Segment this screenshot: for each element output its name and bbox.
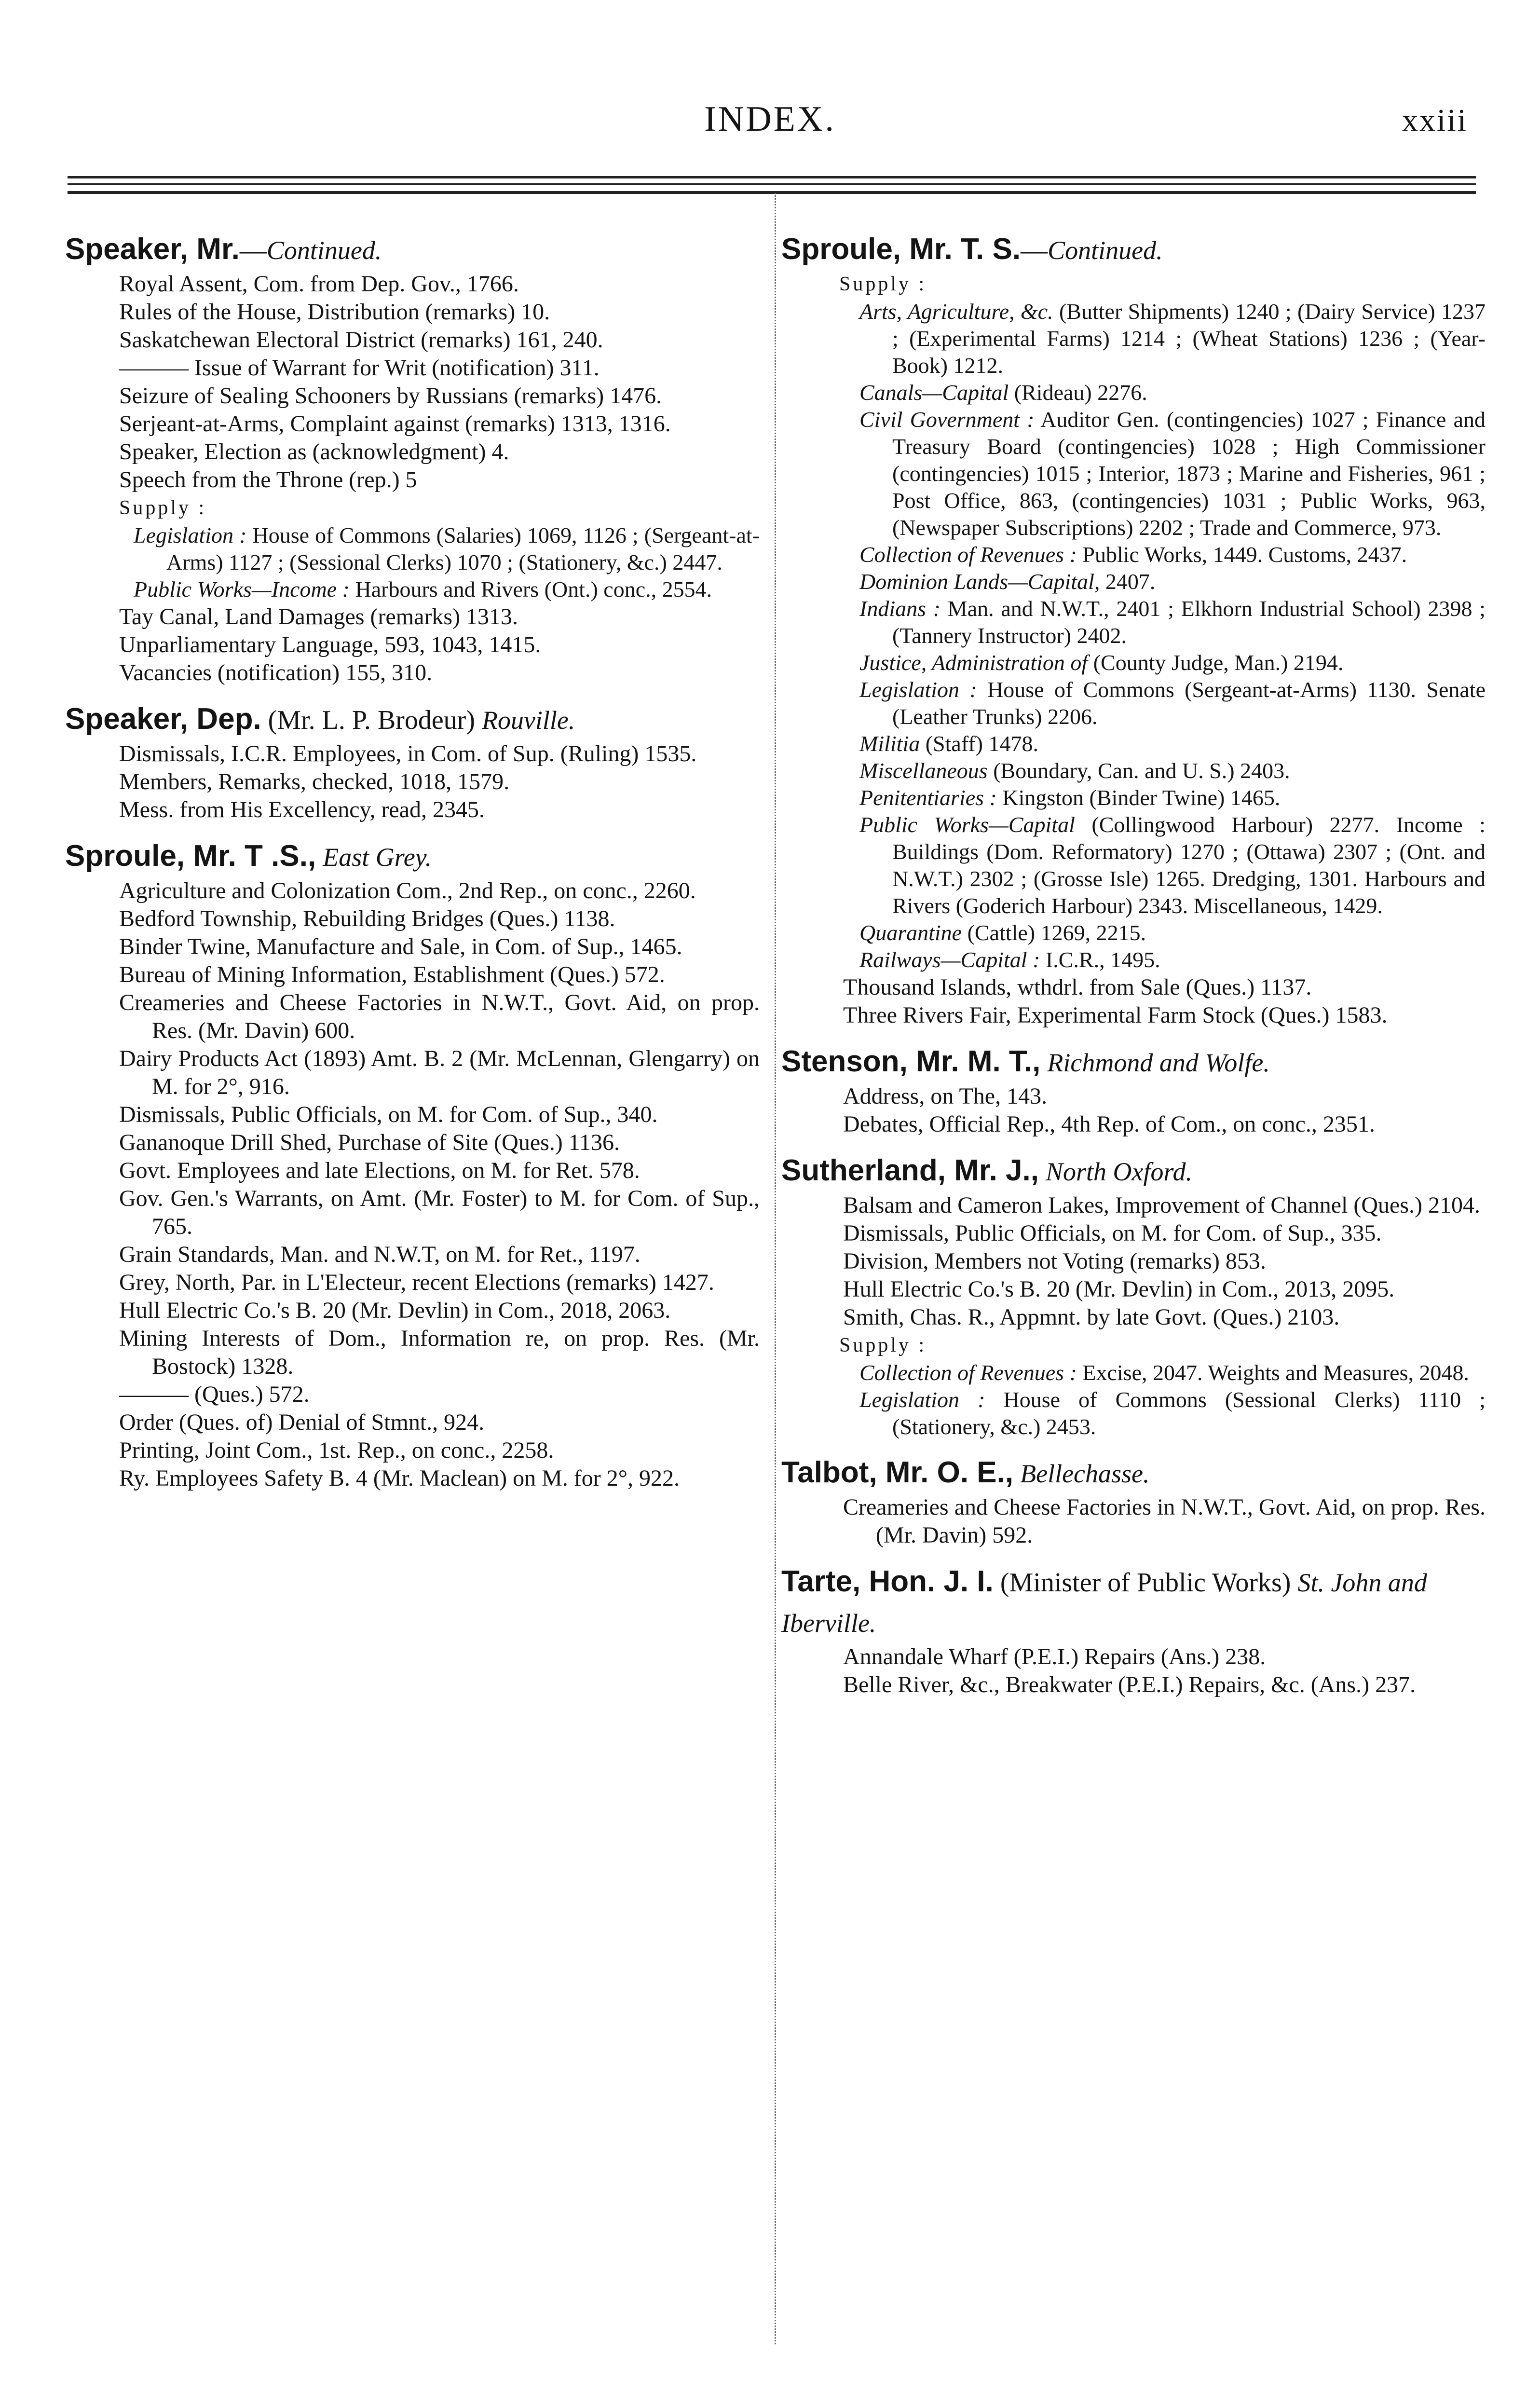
index-item: Dismissals, Public Officials, on M. for Com. of Sup., 335.	[843, 1220, 1382, 1246]
entry-heading	[781, 1562, 1485, 1643]
supply-category: Canals—Capital	[859, 380, 1009, 405]
index-item: Three Rivers Fair, Experimental Farm Stock (Ques.) 1583.	[843, 1002, 1388, 1028]
supply-category: Legislation :	[134, 523, 247, 547]
supply-item	[65, 576, 760, 603]
entry-detail: —	[1021, 235, 1048, 265]
supply-refs: (Rideau) 2276.	[1008, 380, 1147, 405]
entry-constituency: East Grey.	[323, 843, 432, 872]
entry-heading	[65, 836, 760, 877]
supply-category: Collection of Revenues :	[859, 1360, 1077, 1385]
index-item: Division, Members not Voting (remarks) 853.	[843, 1248, 1266, 1274]
index-item: Creameries and Cheese Factories in N.W.T., Govt. Aid, on prop. Res. (Mr. Davin) 600.	[119, 990, 760, 1043]
entry-constituency: Continued.	[1048, 236, 1163, 265]
supply-refs: I.C.R., 1495.	[1040, 947, 1160, 972]
index-item: Balsam and Cameron Lakes, Improvement of Channel (Ques.) 2104.	[843, 1192, 1480, 1218]
index-item: Dismissals, I.C.R. Employees, in Com. of Sup. (Ruling) 1535.	[119, 741, 697, 766]
supply-item	[781, 379, 1485, 406]
entry-name: Sutherland, Mr. J.,	[781, 1154, 1039, 1187]
header-rule	[68, 183, 1476, 185]
supply-refs: House of Commons (Sessional Clerks) 1110 ; (Stationery, &c.) 2453.	[892, 1387, 1485, 1439]
entry-detail: —	[239, 235, 267, 265]
column-divider	[775, 193, 776, 2344]
supply-item	[781, 1386, 1485, 1440]
entry-heading	[781, 1151, 1485, 1191]
index-item: Debates, Official Rep., 4th Rep. of Com., on conc., 2351.	[843, 1111, 1375, 1137]
index-item: Agriculture and Colonization Com., 2nd Rep., on conc., 2260.	[119, 878, 696, 903]
index-item: Dairy Products Act (1893) Amt. B. 2 (Mr. McLennan, Glengarry) on M. for 2°, 916.	[119, 1046, 760, 1099]
running-title: INDEX.	[704, 99, 836, 139]
supply-item	[781, 946, 1485, 973]
supply-refs: (County Judge, Man.) 2194.	[1088, 650, 1344, 675]
index-item: Mess. from His Excellency, read, 2345.	[119, 797, 485, 822]
entry-name: Sproule, Mr. T .S.,	[65, 839, 316, 873]
supply-refs: (Collingwood Harbour) 2277. Income : Buildings (Dom. Reformatory) 1270 ; (Ottawa) 2307 ; (Ont. and N.W.T.) 2302 ; (Grosse Isle) 1265. Dredging, 1301. Harbours and Rivers (Goderich Harbour) 2343. Miscellaneous, 1429.	[892, 812, 1485, 918]
supply-refs: (Cattle) 1269, 2215.	[962, 920, 1146, 945]
supply-category: Legislation :	[859, 1387, 985, 1412]
index-item: Annandale Wharf (P.E.I.) Repairs (Ans.) 238.	[843, 1644, 1266, 1669]
entry-constituency: Bellechasse.	[1020, 1459, 1150, 1488]
entry-name: Speaker, Mr.	[65, 233, 240, 266]
entry-detail	[1039, 1157, 1046, 1187]
entry-heading	[781, 230, 1485, 270]
supply-item	[781, 1359, 1485, 1386]
supply-category: Legislation :	[859, 677, 977, 702]
index-entry	[65, 230, 760, 687]
index-item: Grey, North, Par. in L'Electeur, recent Elections (remarks) 1427.	[119, 1270, 714, 1295]
supply-category: Public Works—Income :	[134, 577, 350, 602]
index-item: Serjeant-at-Arms, Complaint against (remarks) 1313, 1316.	[119, 411, 671, 437]
entry-heading	[781, 1042, 1485, 1082]
index-item: Royal Assent, Com. from Dep. Gov., 1766.	[119, 271, 519, 297]
index-item: Tay Canal, Land Damages (remarks) 1313.	[119, 604, 518, 629]
index-item: Bureau of Mining Information, Establishment (Ques.) 572.	[119, 962, 665, 987]
supply-category: Civil Government :	[859, 407, 1035, 432]
supply-refs: Kingston (Binder Twine) 1465.	[996, 785, 1281, 810]
supply-refs: (Butter Shipments) 1240 ; (Dairy Service) 1237 ; (Experimental Farms) 1214 ; (Wheat Stations) 1236 ; (Year-Book) 1212.	[892, 299, 1485, 378]
index-item: Creameries and Cheese Factories in N.W.T., Govt. Aid, on prop. Res. (Mr. Davin) 592.	[843, 1494, 1485, 1548]
entry-detail	[316, 842, 323, 872]
supply-category: Collection of Revenues :	[859, 542, 1077, 567]
index-item: Unparliamentary Language, 593, 1043, 1415.	[119, 632, 541, 657]
index-item: Saskatchewan Electoral District (remarks) 161, 240.	[119, 327, 603, 353]
supply-item	[65, 522, 760, 576]
entry-name: Stenson, Mr. M. T.,	[781, 1045, 1041, 1078]
right-column	[781, 217, 1485, 1711]
supply-label: Supply :	[839, 1334, 927, 1356]
supply-item	[781, 406, 1485, 541]
index-item: Members, Remarks, checked, 1018, 1579.	[119, 769, 510, 794]
index-item: Smith, Chas. R., Appmnt. by late Govt. (Ques.) 2103.	[843, 1304, 1340, 1330]
index-item: Hull Electric Co.'s B. 20 (Mr. Devlin) in Com., 2013, 2095.	[843, 1276, 1395, 1302]
supply-category: Justice, Administration of	[859, 650, 1088, 675]
supply-item	[781, 541, 1485, 568]
index-item: Speech from the Throne (rep.) 5	[119, 467, 417, 493]
index-entry	[781, 1453, 1485, 1549]
index-item: Belle River, &c., Breakwater (P.E.I.) Repairs, &c. (Ans.) 237.	[843, 1672, 1416, 1697]
entry-constituency: St. John and Iberville.	[781, 1568, 1427, 1638]
index-item: Address, on The, 143.	[843, 1083, 1048, 1109]
supply-category: Quarantine	[859, 920, 962, 945]
entry-name: Talbot, Mr. O. E.,	[781, 1456, 1014, 1489]
supply-refs: (Staff) 1478.	[920, 731, 1038, 756]
index-item: Hull Electric Co.'s B. 20 (Mr. Devlin) in Com., 2018, 2063.	[119, 1298, 671, 1323]
page-number: xxiii	[1402, 103, 1468, 138]
supply-refs: 2407.	[1100, 569, 1156, 594]
index-item: ——— Issue of Warrant for Writ (notification) 311.	[119, 355, 600, 381]
supply-item	[781, 784, 1485, 811]
entry-constituency: Continued.	[266, 236, 382, 265]
entry-constituency: Rouville.	[481, 706, 575, 735]
index-item: Bedford Township, Rebuilding Bridges (Ques.) 1138.	[119, 906, 615, 931]
supply-refs: House of Commons (Salaries) 1069, 1126 ; (Sergeant-at-Arms) 1127 ; (Sessional Clerks) 1070 ; (Stationery, &c.) 2447.	[166, 523, 760, 575]
entry-name: Speaker, Dep.	[65, 702, 261, 736]
supply-category: Penitentiaries :	[859, 785, 997, 810]
index-entry	[781, 1042, 1485, 1138]
supply-item	[781, 649, 1485, 676]
supply-category: Indians :	[859, 596, 941, 621]
index-item: Govt. Employees and late Elections, on M. for Ret. 578.	[119, 1158, 640, 1183]
supply-category: Railways—Capital :	[859, 947, 1040, 972]
supply-label: Supply :	[839, 273, 927, 295]
supply-refs: (Boundary, Can. and U. S.) 2403.	[987, 758, 1290, 783]
supply-item	[781, 811, 1485, 919]
index-entry	[781, 1562, 1485, 1699]
supply-item	[781, 676, 1485, 730]
left-column	[65, 217, 760, 1505]
index-item: Binder Twine, Manufacture and Sale, in Com. of Sup., 1465.	[119, 934, 682, 959]
entry-name: Sproule, Mr. T. S.	[781, 233, 1021, 266]
supply-category: Public Works—Capital	[859, 812, 1075, 837]
index-item: Vacancies (notification) 155, 310.	[119, 660, 433, 685]
index-entry	[781, 1151, 1485, 1440]
entry-detail	[1040, 1048, 1047, 1078]
supply-refs: Man. and N.W.T., 2401 ; Elkhorn Industrial School) 2398 ; (Tannery Instructor) 2402.	[892, 596, 1485, 648]
supply-item	[781, 298, 1485, 379]
entry-detail: (Mr. L. P. Brodeur)	[261, 705, 482, 735]
supply-category: Arts, Agriculture, &c.	[859, 299, 1053, 324]
supply-label: Supply :	[119, 497, 207, 519]
supply-category: Militia	[859, 731, 920, 756]
index-item: Dismissals, Public Officials, on M. for Com. of Sup., 340.	[119, 1102, 658, 1127]
supply-item	[781, 919, 1485, 946]
index-item: Ry. Employees Safety B. 4 (Mr. Maclean) on M. for 2°, 922.	[119, 1465, 680, 1491]
header-rule	[68, 191, 1476, 194]
supply-category: Dominion Lands—Capital,	[859, 569, 1100, 594]
entry-detail	[1013, 1459, 1020, 1489]
index-item: Seizure of Sealing Schooners by Russians (remarks) 1476.	[119, 383, 662, 409]
entry-constituency: North Oxford.	[1046, 1157, 1193, 1186]
entry-detail: (Minister of Public Works)	[993, 1568, 1298, 1598]
header-rule	[68, 176, 1476, 178]
supply-item	[781, 757, 1485, 784]
index-item: Thousand Islands, wthdrl. from Sale (Ques.) 1137.	[843, 974, 1312, 1000]
supply-refs: Public Works, 1449. Customs, 2437.	[1077, 542, 1407, 567]
entry-heading	[781, 1453, 1485, 1493]
entry-heading	[65, 230, 760, 270]
supply-category: Miscellaneous	[859, 758, 988, 783]
index-item: ——— (Ques.) 572.	[119, 1382, 310, 1407]
index-item: Printing, Joint Com., 1st. Rep., on conc., 2258.	[119, 1437, 554, 1463]
index-item: Order (Ques. of) Denial of Stmnt., 924.	[119, 1409, 485, 1435]
index-item: Gananoque Drill Shed, Purchase of Site (Ques.) 1136.	[119, 1130, 620, 1155]
index-item: Gov. Gen.'s Warrants, on Amt. (Mr. Foster) to M. for Com. of Sup., 765.	[119, 1186, 760, 1239]
index-entry	[65, 699, 760, 824]
index-entry	[781, 230, 1485, 1029]
entry-name: Tarte, Hon. J. I.	[781, 1565, 994, 1598]
entry-constituency: Richmond and Wolfe.	[1047, 1048, 1270, 1077]
supply-item	[781, 595, 1485, 649]
supply-item	[781, 730, 1485, 757]
supply-refs: Excise, 2047. Weights and Measures, 2048.	[1077, 1360, 1469, 1385]
index-item: Mining Interests of Dom., Information re, on prop. Res. (Mr. Bostock) 1328.	[119, 1326, 760, 1379]
supply-refs: House of Commons (Sergeant-at-Arms) 1130. Senate (Leather Trunks) 2206.	[892, 677, 1486, 729]
index-item: Grain Standards, Man. and N.W.T, on M. for Ret., 1197.	[119, 1242, 641, 1267]
supply-refs: Auditor Gen. (contingencies) 1027 ; Finance and Treasury Board (contingencies) 1028 ; High Commissioner (contingencies) 1015 ; Interior, 1873 ; Marine and Fisheries, 961 ; Post Office, 863, (contingencies) 1031 ; Public Works, 963, (Newspaper Subscriptions) 2202 ; Trade and Commerce, 973.	[892, 407, 1485, 540]
index-item: Speaker, Election as (acknowledgment) 4.	[119, 439, 509, 465]
index-item: Rules of the House, Distribution (remarks) 10.	[119, 299, 550, 325]
index-entry	[65, 836, 760, 1492]
entry-heading	[65, 699, 760, 740]
supply-item	[781, 568, 1485, 595]
supply-refs: Harbours and Rivers (Ont.) conc., 2554.	[349, 577, 712, 602]
